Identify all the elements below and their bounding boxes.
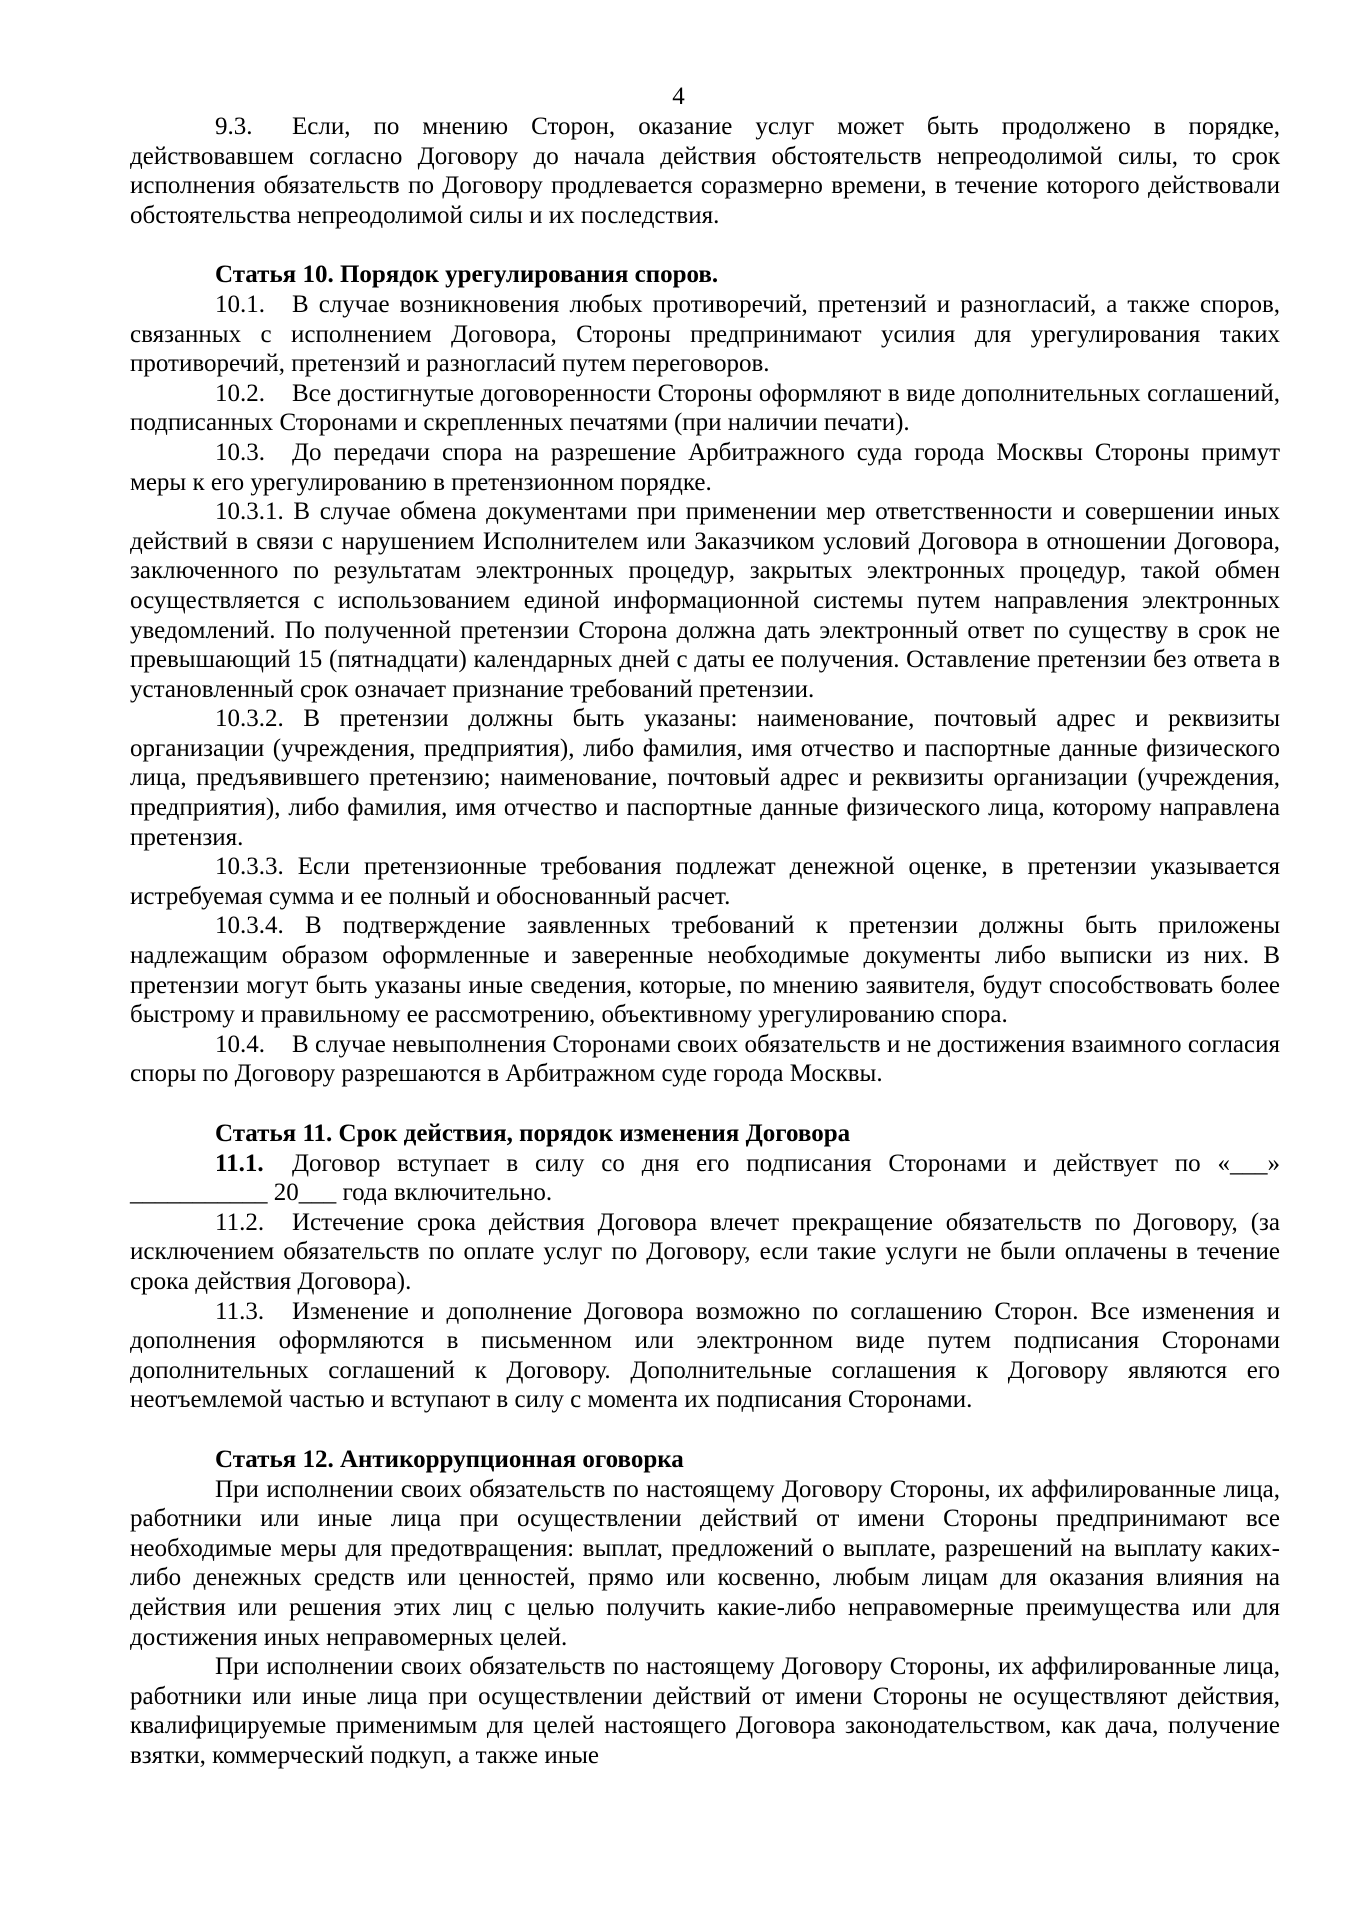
page-number: 4	[672, 83, 685, 110]
clause-number: 10.2.	[215, 379, 265, 407]
clause-text: Истечение срока действия Договора влечет прекращение обязательств по Договору, (за исключением обязательств по оплате услуг по Договору, если такие услуги не были оплачены в течение срока действия Договора).	[130, 1208, 1280, 1295]
clause-number: 11.2.	[215, 1208, 265, 1236]
clause-text: Договор вступает в силу со дня его подписания Сторонами и действует по «___» ___________ 20___ года включительно.	[130, 1149, 1280, 1207]
clause-number: 10.4.	[215, 1030, 265, 1058]
clause-10-2	[130, 379, 1280, 438]
clause-text: В подтверждение заявленных требований к претензии должны быть приложены надлежащим образом оформленные и заверенные необходимые документы либо выписки из них. В претензии могут быть указаны иные сведения, которые, по мнению заявителя, будут способствовать более быстрому и правильному ее рассмотрению, объективному урегулированию спора.	[130, 912, 1281, 1029]
clause-number: 11.3.	[215, 1297, 265, 1325]
clause-11-3	[130, 1297, 1280, 1415]
anticorruption-paragraph-2: При исполнении своих обязательств по настоящему Договору Стороны, их аффилированные лица, работники или иные лица при осуществлении действий от имени Стороны не осуществляют действия, квалифицируемые применимым для целей настоящего Договора законодательством, как дача, получение взятки, коммерческий подкуп, а также иные	[130, 1653, 1280, 1769]
clause-9-3	[130, 112, 1280, 230]
clause-10-3-4	[130, 911, 1280, 1029]
clause-text: В случае обмена документами при применении мер ответственности и совершении иных действий в связи с нарушением Исполнителем или Заказчиком условий Договора в отношении Договора, заключенного по результатам электронных процедур, закрытых электронных процедур, такой обмен осуществляется с использованием единой информационной системы путем направления электронных уведомлений. По полученной претензии Сторона должна дать электронный ответ по существу в срок не превышающий 15 (пятнадцати) календарных дней с даты ее получения. Оставление претензии без ответа в установленный срок означает признание требований претензии.	[130, 498, 1281, 703]
clause-text: В случае невыполнения Сторонами своих обязательств и не достижения взаимного согласия споры по Договору разрешаются в Арбитражном суде города Москвы.	[130, 1030, 1280, 1088]
clause-10-3-1	[130, 497, 1280, 704]
clause-11-2	[130, 1208, 1280, 1297]
anticorruption-paragraph-1: При исполнении своих обязательств по настоящему Договору Стороны, их аффилированные лица, работники или иные лица при осуществлении действий от имени Стороны предпринимают все необходимые меры для предотвращения: выплат, предложений о выплате, разрешений на выплату каких-либо денежных средств или ценностей, прямо или косвенно, любым лицам для оказания влияния на действия или решения этих лиц с целью получить какие-либо неправомерные преимущества или для достижения иных неправомерных целей.	[130, 1475, 1280, 1651]
clause-10-4	[130, 1030, 1280, 1089]
clause-text: Если претензионные требования подлежат денежной оценке, в претензии указывается истребуемая сумма и ее полный и обоснованный расчет.	[130, 853, 1281, 910]
clause-10-3	[130, 438, 1280, 497]
clause-text: Если, по мнению Сторон, оказание услуг может быть продолжено в порядке, действовавшем согласно Договору до начала действия обстоятельств непреодолимой силы, то срок исполнения обязательств по Договору продлевается соразмерно времени, в течение которого действовали обстоятельства непреодолимой силы и их последствия.	[130, 113, 1280, 229]
clause-10-3-3	[130, 852, 1280, 911]
clause-11-1	[130, 1149, 1280, 1208]
clause-text: В претензии должны быть указаны: наименование, почтовый адрес и реквизиты организации (учреждения, предприятия), либо фамилия, имя отчество и паспортные данные физического лица, предъявившего претензию; наименование, почтовый адрес и реквизиты организации (учреждения, предприятия), либо фамилия, имя отчество и паспортные данные физического лица, которому направлена претензия.	[130, 705, 1281, 851]
clause-text: Все достигнутые договоренности Стороны оформляют в виде дополнительных соглашений, подписанных Сторонами и скрепленных печатями (при наличии печати).	[130, 379, 1280, 437]
clause-10-3-2	[130, 704, 1280, 852]
clause-text: До передачи спора на разрешение Арбитражного суда города Москвы Стороны примут меры к его урегулированию в претензионном порядке.	[130, 438, 1280, 496]
clause-number: 10.3.1.	[215, 498, 284, 526]
clause-number: 10.3.3.	[215, 853, 284, 881]
clause-text: Изменение и дополнение Договора возможно по соглашению Сторон. Все изменения и дополнения оформляются в письменном или электронном виде путем подписания Сторонами дополнительных соглашений к Договору. Дополнительные соглашения к Договору являются его неотъемлемой частью и вступают в силу с момента их подписания Сторонами.	[130, 1297, 1280, 1414]
clause-number: 9.3.	[215, 113, 253, 140]
article-11-heading: Статья 11. Срок действия, порядок изменения Договора	[215, 1120, 851, 1147]
clause-number: 10.1.	[215, 290, 265, 318]
clause-number: 11.1.	[215, 1149, 264, 1177]
clause-number: 10.3.2.	[215, 705, 284, 733]
clause-number: 10.3.	[215, 438, 265, 466]
article-12-heading: Статья 12. Антикоррупционная оговорка	[215, 1445, 684, 1473]
clause-10-1	[130, 290, 1280, 379]
clause-text: В случае возникновения любых противоречий, претензий и разногласий, а также споров, связанных с исполнением Договора, Стороны предпринимают усилия для урегулирования таких противоречий, претензий и разногласий путем переговоров.	[130, 290, 1280, 378]
clause-number: 10.3.4.	[215, 912, 284, 940]
article-10-heading: Статья 10. Порядок урегулирования споров.	[215, 261, 719, 289]
document-body	[130, 112, 1280, 1770]
